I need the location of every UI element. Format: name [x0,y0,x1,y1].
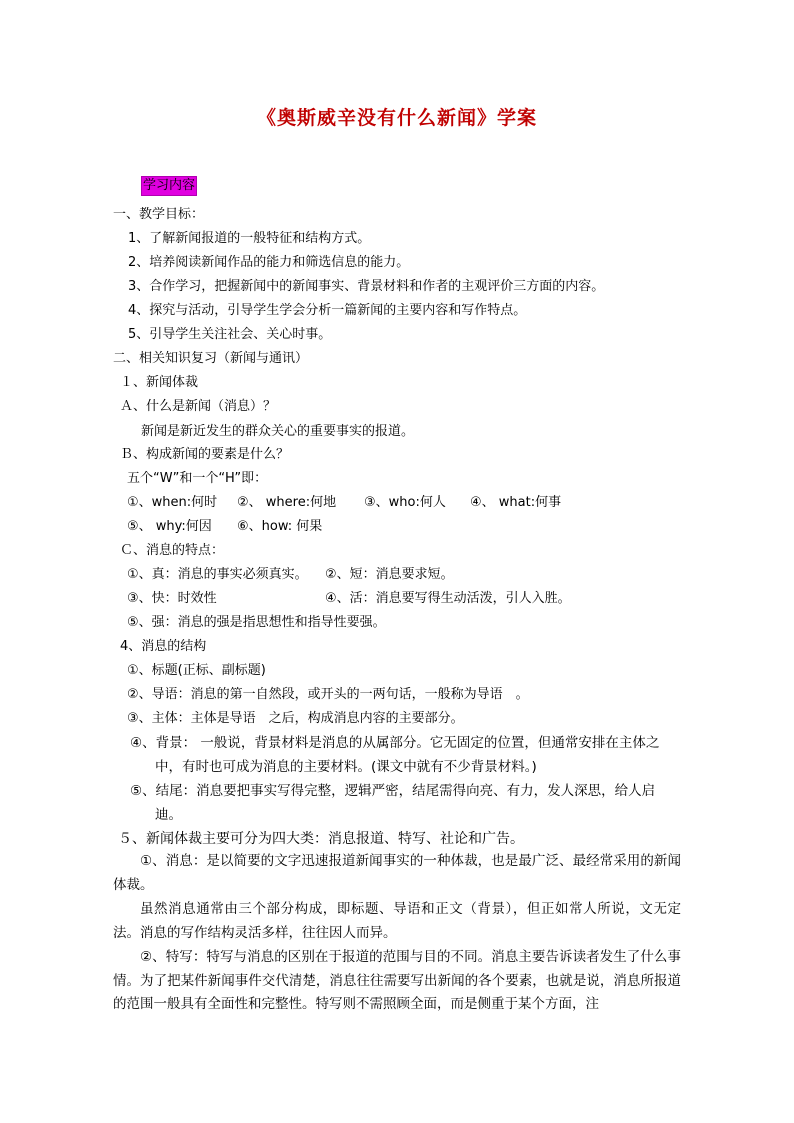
element-what: ④、 what:何事 [470,495,562,510]
element-why: ⑤、 why:何因 [127,519,212,534]
structure-item-cont: 迪。 [155,807,182,823]
structure-item: ③、主体：主体是导语 之后，构成消息内容的主要部分。 [127,711,464,726]
feature-item: ②、短：消息要求短。 [325,567,454,582]
question-b: Ｂ、构成新闻的要素是什么？ [120,447,290,462]
section2-heading: 二、相关知识复习（新闻与通讯） [113,351,309,366]
goal-item: 3、合作学习，把握新闻中的新闻事实、背景材料和作者的主观评价三方面的内容。 [128,279,605,294]
structure-item: ④、背景： 一般说，背景材料是消息的从属部分。它无固定的位置，但通常安排在主体之 [130,735,660,751]
element-how: ⑥、how: 何果 [237,519,323,534]
goal-item: 1、了解新闻报道的一般特征和结构方式。 [128,231,371,246]
structure-item: ⑤、结尾：消息要把事实写得完整，逻辑严密，结尾需得向亮、有力，发人深思，给人启 [130,783,656,799]
structure-item: ①、标题(正标、副标题) [127,663,266,678]
question-a: Ａ、什么是新闻（消息）？ [120,399,277,414]
structure-item-cont: 中，有时也可成为消息的主要材料。(课文中就有不少背景材料。) [155,759,537,775]
section1-heading: 一、教学目标： [113,207,205,222]
structure-item: ②、导语：消息的第一自然段，或开头的一两句话，一般称为导语 。 [127,687,529,702]
element-who: ③、who:何人 [364,495,446,510]
subheading: ５、新闻体裁主要可分为四大类：消息报道、特写、社论和广告。 [118,831,524,847]
paragraph: 虽然消息通常由三个部分构成，即标题、导语和正文（背景），但正如常人所说，文无定法。消息的写作结构灵活多样，往往因人而异。 [113,901,681,941]
question-c: Ｃ、消息的特点： [120,543,225,558]
elements-intro: 五个“W”和一个“H”即： [127,471,268,486]
element-where: ②、 where:何地 [237,495,337,510]
feature-item: ④、活：消息要写得生动活泼，引人入胜。 [325,591,571,606]
feature-item: ①、真：消息的事实必须真实。 [127,567,308,582]
paragraph: ①、消息：是以简要的文字迅速报道新闻事实的一种体裁，也是最广泛、最经常采用的新闻体裁。 [113,853,681,893]
paragraph: ②、特写：特写与消息的区别在于报道的范围与目的不同。消息主要告诉读者发生了什么事情。为了把某件新闻事件交代清楚，消息往往需要写出新闻的各个要素，也就是说，消息所报道的范围一般具有全面性和完整性。特写则不需照顾全面，而是侧重于某个方面，注 [113,949,681,1013]
feature-item: ⑤、强：消息的强是指思想性和指导性要强。 [127,615,386,630]
element-when: ①、when:何时 [127,495,218,510]
feature-item: ③、快：时效性 [127,591,217,606]
document-title: 《奥斯威辛没有什么新闻》学案 [256,107,537,129]
answer-a: 新闻是新近发生的群众关心的重要事实的报道。 [141,424,415,439]
goal-item: 4、探究与活动，引导学生学会分析一篇新闻的主要内容和写作特点。 [128,303,527,318]
subheading: １、新闻体裁 [120,375,199,390]
goal-item: 5、引导学生关注社会、关心时事。 [128,327,332,342]
subheading: 4、消息的结构 [120,639,207,654]
goal-item: 2、培养阅读新闻作品的能力和筛选信息的能力。 [128,255,410,270]
section-tag: 学习内容 [141,176,197,196]
